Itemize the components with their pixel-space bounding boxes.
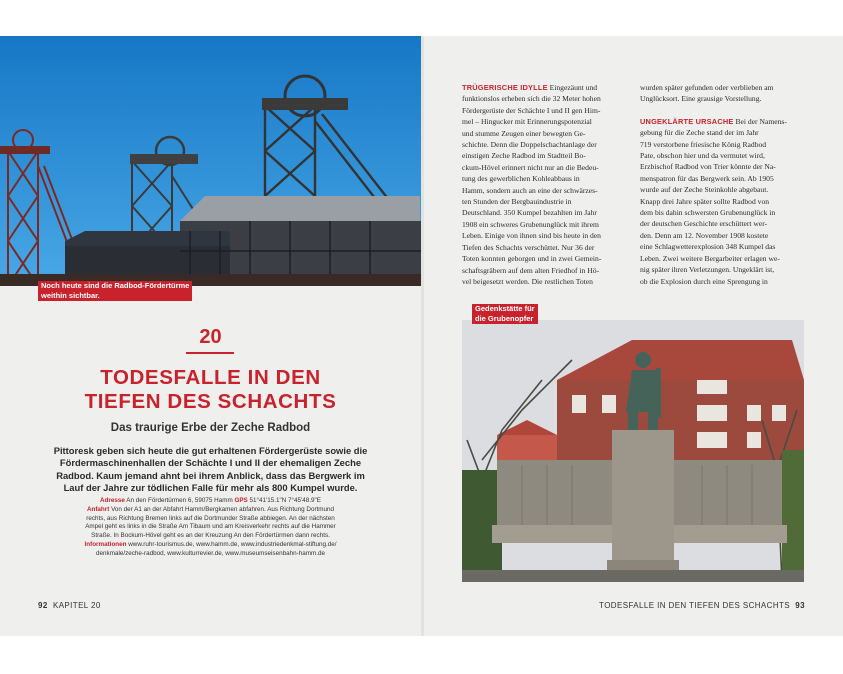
col2-line: Leben. Zwei weitere Bergarbeiter erlagen we-	[640, 253, 780, 263]
directions-text: Von der A1 an der Abfahrt Hamm/Bergkamen abfahren. Aus Richtung Dortmund	[111, 505, 335, 513]
col1-line: einstigen Zeche Radbod im Stadtteil Bo-	[462, 151, 586, 161]
chapter-number-rule	[186, 352, 234, 354]
chapter-title	[0, 366, 421, 414]
col1-line: Leben. Einige von ihnen sind bis heute in den	[462, 231, 601, 241]
col2-line: den. Denn am 12. November 1908 kostete	[640, 230, 769, 240]
visitor-info	[46, 497, 375, 559]
col1-body	[462, 93, 627, 287]
right-footer	[599, 601, 805, 610]
address-label: Adresse	[100, 497, 125, 504]
information-line	[46, 541, 375, 550]
information-links: www.ruhr-tourismus.de, www.hamm.de, www.industriedenkmal-stiftung.de/	[128, 540, 337, 548]
col2-line: menspatron für das Bergwerk sein. Ab 1905	[640, 173, 774, 183]
col2-line: Erzbischof Radbod von Trier könnte der Na-	[640, 162, 776, 172]
lead-paragraph	[40, 445, 381, 495]
col2-line: gebung für die Zeche stand der im Jahr	[640, 128, 759, 138]
footer-chapter: KAPITEL 20	[52, 601, 101, 610]
col1-line: schaftsgräbern auf dem alten Friedhof in Hö-	[462, 265, 600, 275]
col1-line: funktionslos erheben sich die 32 Meter hohen	[462, 94, 601, 104]
lead-line: Lauf der Jahre zur tödlichen Falle für mehr als 800 Kumpel wurde.	[63, 482, 358, 494]
memorial-illustration	[462, 320, 804, 582]
col1-text: Eingezäunt und	[549, 83, 598, 92]
col2-text: Bei der Namens-	[735, 116, 787, 126]
col2-line: Pate, obschon hier und da vermutet wird,	[640, 151, 765, 161]
memorial-caption-line: Gedenkstätte für	[475, 304, 535, 313]
headframe-photo	[0, 36, 421, 286]
memorial-caption-line: die Grubenopfer	[475, 314, 534, 323]
col1-line: Toten konnten geborgen und in zwei Gemein-	[462, 254, 602, 264]
col1-line: vel beigesetzt werden. Die restlichen Toten	[462, 276, 593, 286]
gps-label: GPS	[234, 497, 248, 504]
right-page	[424, 36, 843, 636]
col2-line: nig später ihren Verletzungen. Ungeklärt ist,	[640, 265, 775, 275]
col1-line: Deutschland. 350 Kumpel bezahlten im Jahr	[462, 208, 597, 218]
memorial-photo	[462, 320, 804, 582]
col1-line: schichte. Denn die Doppelschachtanlage der	[462, 140, 597, 150]
col2-top-line: wurden später gefunden oder verblieben am	[640, 83, 774, 92]
left-footer	[38, 601, 101, 610]
lead-line: Pittoresk geben sich heute die gut erhaltenen Fördergerüste sowie die	[53, 445, 368, 456]
footer-title: TODESFALLE IN DEN TIEFEN DES SCHACHTS	[599, 601, 791, 610]
col2-line: Knapp drei Jahre später sollte Radbod von	[640, 196, 770, 206]
information-label: Informationen	[84, 540, 127, 548]
left-page	[0, 36, 421, 636]
col2-top-line: Unglücksort. Eine grausige Vorstellung.	[640, 94, 762, 104]
chapter-title-line: TODESFALLE IN DEN	[100, 366, 321, 389]
col1-line: Fördergerüste der Schächte I und II gen Him-	[462, 105, 601, 115]
photo-caption	[38, 281, 192, 301]
address-value: An den Fördertürmen 6, 59075 Hamm	[126, 497, 233, 504]
page-number-left: 92	[38, 601, 48, 610]
col1-line: mel – Hingucker mit Erinnerungspotenzial	[462, 117, 592, 127]
text-column-2	[640, 82, 806, 287]
col2-body	[640, 127, 806, 287]
col1-line: 1908 ein schweres Grubenunglück mit ihrem	[462, 219, 599, 229]
col1-line: Tiefen des Schachts verschüttet. Nur 36 der	[462, 242, 595, 252]
lead-line: Radbod. Kaum jemand ahnt bei ihrem Anblick, dass das Bergwerk im	[56, 469, 365, 481]
headframe-illustration	[0, 36, 421, 286]
text-column-1	[462, 82, 627, 287]
col1-line-first	[462, 82, 627, 93]
col1-line: ckum-Hövel erinnert nicht nur an die Bedeu-	[462, 162, 599, 172]
col2-line-first	[640, 116, 806, 127]
chapter-title-line: TIEFEN DES SCHACHTS	[84, 390, 337, 413]
chapter-subtitle: Das traurige Erbe der Zeche Radbod	[110, 422, 311, 434]
col2-line: der deutschen Geschichte erschüttert wer-	[640, 219, 768, 229]
photo-caption-line: weithin sichtbar.	[41, 291, 100, 300]
directions-text: Ampel geht es links in die Straße Am Tibaum und am Kreisverkehr rechts auf die Hammer	[85, 523, 336, 531]
page-number-right: 93	[795, 601, 805, 610]
directions-text: rechts, aus Richtung Bremen links auf die Dortmunder Straße abbiegen. An der nächsten	[86, 514, 335, 522]
directions-line	[46, 506, 375, 515]
col1-line: tung des gewerblichen Kohleabbaus in	[462, 174, 580, 184]
col2-line: dem bis dahin schwersten Grubenunglück in	[640, 208, 776, 218]
photo-caption-line: Noch heute sind die Radbod-Fördertürme	[41, 281, 190, 290]
information-links: denkmale/zeche-radbod, www.kulturrevier.de, www.museumseisenbahn-hamm.de	[96, 549, 325, 557]
col2-kicker: UNGEKLÄRTE URSACHE	[640, 116, 734, 126]
col2-line: 719 verstorbene friesische König Radbod	[640, 139, 767, 149]
col2-line: ob die Explosion durch eine Sprengung in	[640, 276, 768, 286]
directions-text: Straße. In Bockum-Hövel geht es an der Kreuzung An den Fördertürmen dann rechts.	[91, 532, 330, 540]
col1-line: ten Stunden der Bergbauindustrie in	[462, 197, 572, 207]
col2-line: wurde auf der Zeche Steinkohle abgebaut.	[640, 185, 769, 195]
col2-line: eine Schlagwetterexplosion 348 Kumpel das	[640, 242, 776, 252]
gps-value: 51°41'15.1"N 7°45'48.9"E	[249, 497, 321, 504]
lead-line: Fördermaschinenhallen der Schächte I und II der ehemaligen Zeche	[59, 457, 362, 469]
col1-line: Hamm, sondern auch an eine der schwärzes-	[462, 185, 598, 195]
directions-label: Anfahrt	[86, 505, 110, 513]
memorial-caption	[472, 304, 538, 324]
address-line	[46, 497, 375, 506]
col1-kicker: TRÜGERISCHE IDYLLE	[462, 83, 548, 92]
chapter-number: 20	[199, 326, 222, 348]
col1-line: und stumme Zeugen einer bewegten Ge-	[462, 128, 586, 138]
